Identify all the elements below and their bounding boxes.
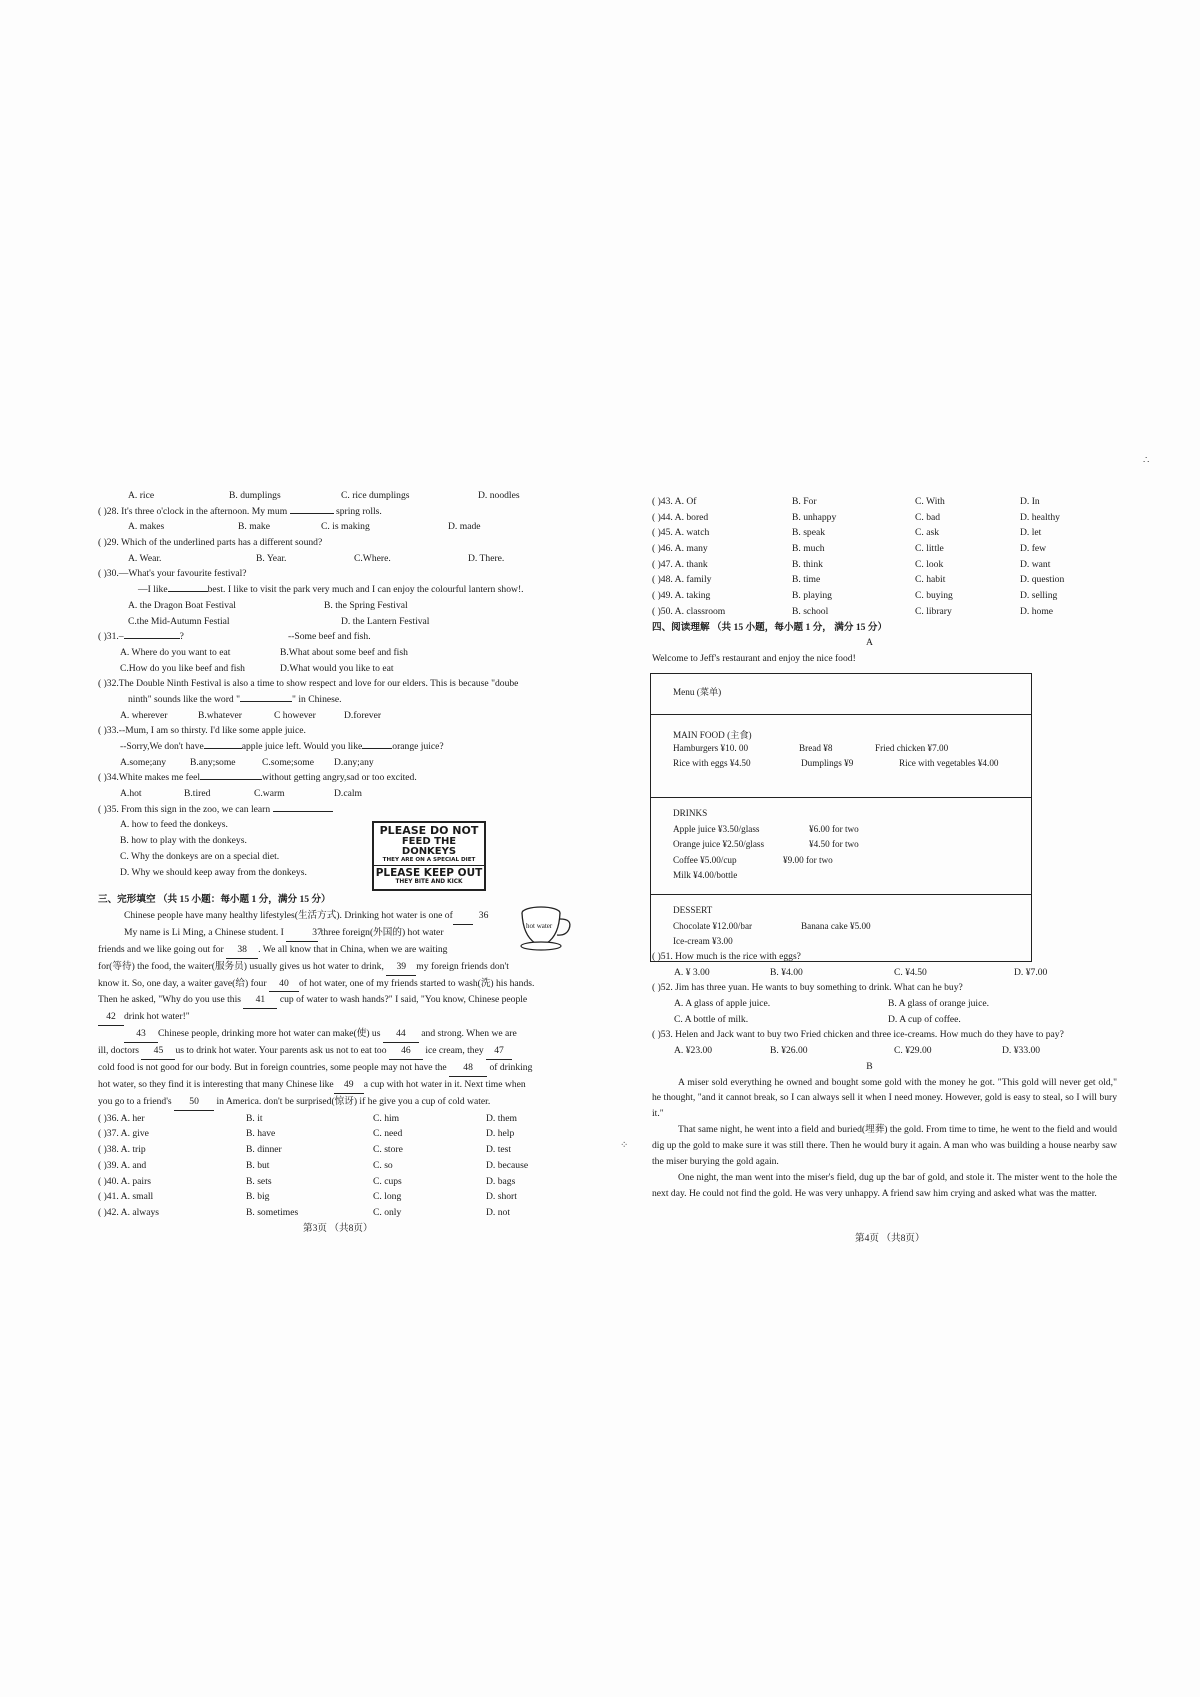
- cloze-options-43-50: [652, 494, 1117, 620]
- q34-text: ( )34.White makes me feel: [98, 772, 201, 784]
- cloze-option-row: [98, 1126, 578, 1142]
- cloze-question-option-a: ( )37. A. give: [98, 1128, 149, 1140]
- q31-answer: --Some beef and fish.: [288, 631, 371, 643]
- scan-speck: ⁘: [620, 1140, 629, 1151]
- menu-item-coffee: Coffee ¥5.00/cup: [673, 854, 737, 865]
- q29-option-a: A. Wear.: [128, 552, 162, 564]
- q32-options: [98, 708, 578, 724]
- q33-line2a: --Sorry,We don't have: [120, 741, 204, 752]
- q28-rest: spring rolls.: [335, 505, 382, 517]
- q28-option-c: C. is making: [321, 521, 370, 533]
- q30-line2: [98, 582, 578, 598]
- sign-line-5: THEY BITE AND KICK: [395, 879, 463, 886]
- blank-39: 39: [386, 959, 416, 976]
- q33-blank2: [362, 748, 392, 749]
- cloze-options-36-42: [98, 1111, 578, 1221]
- cloze-option-b: B. sets: [246, 1175, 272, 1187]
- right-page-footer: 第4页 （共8页）: [855, 1233, 925, 1244]
- passage-b-para-3: One night, the man went into the miser's field, dug up the bar of gold, and stole it. The mister went to the hole the next day. He could not find the gold. He was very unhappy. A friend saw him crying and asked what was the matter.: [652, 1171, 1117, 1199]
- cloze-option-c: C. long: [373, 1191, 402, 1203]
- cloze-option-row: [98, 1158, 578, 1174]
- cloze-text-3: three foreign(外国的) hot water: [320, 926, 444, 938]
- sign-line-3: THEY ARE ON A SPECIAL DIET: [374, 858, 484, 867]
- menu-item-coffee-two: ¥9.00 for two: [783, 854, 833, 865]
- left-page-footer: 第3页 （共8页）: [303, 1223, 373, 1234]
- cloze-line-10: [98, 1060, 578, 1077]
- cloze-line-1: [98, 908, 493, 925]
- passage-b-para-1: A miser sold everything he owned and bought some gold with the money he got. "This gold will never get old," he thought, "and it cannot break, so I can always sell it when I need money. However, gold is easy to steal, so I will bury it.": [652, 1076, 1117, 1120]
- cloze-line-7: [98, 1009, 578, 1026]
- cloze-question-option-a: ( )46. A. many: [652, 543, 708, 555]
- q29-option-c: C.Where.: [354, 552, 391, 564]
- cloze-option-d: D. let: [1020, 527, 1042, 539]
- cloze-option-c: C. so: [373, 1159, 393, 1171]
- q32-option-a: A. wherever: [120, 709, 168, 721]
- q35-option-b: B. how to play with the donkeys.: [120, 835, 247, 847]
- cloze-text-6: for(等待) the food, the waiter(服务员) usually gives us hot water to drink,: [98, 960, 384, 972]
- q31-blank: [124, 638, 180, 639]
- menu-item-bread: Bread ¥8: [799, 742, 833, 753]
- q33-stem: [98, 723, 578, 739]
- blank-38: 38: [226, 942, 258, 959]
- cloze-option-b: B. speak: [792, 527, 826, 539]
- part-b-label: B: [866, 1060, 873, 1072]
- right-page: [652, 494, 1117, 667]
- cloze-option-d: D. bags: [486, 1175, 516, 1187]
- cloze-line-11: [98, 1077, 578, 1094]
- cloze-option-b: B. much: [792, 543, 825, 555]
- menu-item-chocolate: Chocolate ¥12.00/bar: [673, 920, 753, 931]
- passage-b-para-2: That same night, he went into a field and buried(埋葬) the gold. From time to time, he went to the field and would dig up the gold to make sure it was still there. Then he would bury it again. A man who was building a house nearby saw the miser burying the gold again.: [652, 1124, 1117, 1168]
- cloze-option-c: C. look: [915, 558, 944, 570]
- q33-options: [98, 755, 578, 771]
- q29-options: [98, 551, 578, 567]
- cloze-line-3: [98, 942, 493, 959]
- cloze-option-d: D. because: [486, 1159, 529, 1171]
- q34-options: [98, 786, 578, 802]
- cloze-text-19: of drinking: [489, 1062, 533, 1074]
- q35-stem: [98, 802, 578, 818]
- q52-stem: ( )52. Jim has three yuan. He wants to buy something to drink. What can he buy?: [652, 982, 963, 994]
- menu-item-dumplings: Dumplings ¥9: [801, 758, 854, 768]
- q27-options: [98, 488, 578, 504]
- q28-text: ( )28. It's three o'clock in the afternoon. My mum: [98, 505, 288, 517]
- menu-item-apple-juice: Apple juice ¥3.50/glass: [673, 823, 760, 834]
- q53-stem: ( )53. Helen and Jack want to buy two Fried chicken and three ice-creams. How much do they have to pay?: [652, 1029, 1064, 1041]
- blank-42: 42: [98, 1009, 124, 1026]
- cloze-option-d: D. In: [1020, 496, 1040, 507]
- q30-line2a: —I like: [138, 584, 168, 596]
- cloze-question-option-a: ( )50. A. classroom: [652, 605, 726, 617]
- cloze-question-option-a: ( )45. A. watch: [652, 527, 710, 539]
- cloze-option-d: D. short: [486, 1191, 517, 1203]
- q32-option-c: C however: [274, 709, 316, 721]
- main-food-row-1: [673, 743, 1009, 759]
- cloze-option-row: [98, 1205, 578, 1221]
- q53-option-c: C. ¥29.00: [894, 1045, 932, 1057]
- menu-item-fried-chicken: Fried chicken ¥7.00: [875, 742, 949, 753]
- q28-option-a: A. makes: [128, 521, 165, 533]
- sign-line-1: PLEASE DO NOT: [379, 824, 479, 837]
- sign-line-2: FEED THE DONKEYS: [401, 835, 457, 858]
- blank-48: 48: [449, 1060, 487, 1077]
- cloze-question-option-a: ( )41. A. small: [98, 1191, 154, 1203]
- main-food-title: MAIN FOOD (主食): [673, 730, 752, 740]
- sign-line-4: PLEASE KEEP OUT: [375, 867, 483, 880]
- cloze-line-4: [98, 959, 578, 976]
- cloze-option-row: [652, 588, 1117, 604]
- q31-qmark: ?: [179, 631, 184, 643]
- q29-stem: [98, 535, 578, 551]
- q28-blank: [290, 513, 334, 514]
- q27-option-d: D. noodles: [478, 490, 520, 501]
- q30-options-row2: [98, 614, 578, 630]
- cloze-option-b: B. big: [246, 1191, 270, 1203]
- blank-41: 41: [243, 992, 277, 1009]
- cloze-option-row: [652, 572, 1117, 588]
- q34-rest: without getting angry,sad or too excited.: [262, 772, 417, 784]
- cloze-option-row: [652, 557, 1117, 573]
- menu-item-rice-eggs: Rice with eggs ¥4.50: [673, 758, 751, 768]
- cloze-line-2: [98, 925, 493, 942]
- q51-option-c: C. ¥4.50: [894, 966, 927, 978]
- cloze-option-d: D. home: [1020, 605, 1054, 617]
- q32-stem: [98, 676, 578, 692]
- blank-43: 43: [124, 1026, 158, 1043]
- drinks-row-1: [673, 824, 1009, 840]
- q33-blank1: [204, 748, 242, 749]
- cloze-option-c: C. little: [915, 543, 944, 555]
- cloze-option-d: D. test: [486, 1144, 512, 1156]
- menu-item-hamburgers: Hamburgers ¥10. 00: [673, 742, 749, 753]
- q27-option-a: A. rice: [128, 490, 155, 501]
- cloze-option-d: D. want: [1020, 558, 1051, 570]
- q33-line2b: apple juice left. Would you like: [241, 741, 363, 752]
- cloze-option-c: C. habit: [915, 574, 946, 586]
- q34-blank: [200, 779, 262, 780]
- menu-title-section: [651, 674, 1031, 714]
- left-page: [98, 488, 578, 1221]
- cloze-option-c: C. library: [915, 605, 952, 617]
- main-food-row-2: [673, 758, 1009, 774]
- q29-text: ( )29. Which of the underlined parts has a different sound?: [98, 537, 323, 549]
- blank-44: 44: [383, 1026, 419, 1043]
- cloze-question-option-a: ( )43. A. Of: [652, 496, 697, 507]
- q33-text: ( )33.--Mum, I am so thirsty. I'd like some apple juice.: [98, 725, 306, 737]
- menu-item-ice-cream: Ice-cream ¥3.00: [673, 936, 733, 946]
- q53-option-a: A. ¥23.00: [674, 1045, 713, 1057]
- cloze-text-16: us to drink hot water. Your parents ask us not to eat too: [175, 1045, 387, 1057]
- cloze-option-row: [98, 1142, 578, 1158]
- cloze-question-option-a: ( )38. A. trip: [98, 1144, 146, 1156]
- menu-item-orange-juice: Orange juice ¥2.50/glass: [673, 839, 765, 849]
- right-page-lower: [652, 949, 1117, 1202]
- q32-line2: [98, 692, 578, 708]
- cloze-option-c: C. him: [373, 1112, 400, 1124]
- q34-option-d: D.calm: [334, 788, 362, 800]
- q30-line2b: best. I like to visit the park very much and I can enjoy the colourful lantern show!.: [207, 584, 524, 596]
- welcome-line: Welcome to Jeff's restaurant and enjoy the nice food!: [652, 652, 856, 664]
- q51-option-d: D. ¥7.00: [1014, 966, 1048, 978]
- q53-option-b: B. ¥26.00: [770, 1045, 808, 1057]
- cloze-option-d: D. question: [1020, 574, 1065, 586]
- q31-option-c: C.How do you like beef and fish: [120, 662, 245, 674]
- q51-stem: ( )51. How much is the rice with eggs?: [652, 951, 801, 962]
- cloze-option-b: B. but: [246, 1159, 270, 1171]
- cloze-section-title: 三、完形填空 （共 15 小题：每小题 1 分，满分 15 分）: [98, 894, 331, 906]
- cloze-option-c: C. cups: [373, 1175, 402, 1187]
- q30-options-row1: [98, 598, 578, 614]
- cloze-text-9: of hot water, one of my friends started to wash(洗) his hands.: [298, 977, 535, 989]
- q52-options-row2: [652, 1012, 1117, 1028]
- menu-item-rice-vegetables: Rice with vegetables ¥4.00: [899, 758, 999, 768]
- cloze-text-23: in America. don't be surprised(惊讶) if he give you a cup of cold water.: [216, 1095, 491, 1107]
- cloze-line-6: [98, 992, 578, 1009]
- cloze-text-2: My name is Li Ming, a Chinese student. I: [124, 926, 284, 938]
- q33-option-c: C.some;some: [262, 756, 314, 768]
- q35-option-d: D. Why we should keep away from the donkeys.: [120, 866, 307, 878]
- q34-option-c: C.warm: [254, 788, 285, 800]
- q34-stem: [98, 770, 578, 786]
- reading-section-title: 四、阅读理解 （共 15 小题，每小题 1 分， 满分 15 分）: [652, 621, 888, 633]
- q32-option-d: D.forever: [344, 709, 382, 721]
- blank-36: 36: [453, 908, 473, 925]
- cloze-option-row: [652, 525, 1117, 541]
- q30-option-d: D. the Lantern Festival: [341, 615, 430, 627]
- cloze-option-row: [98, 1111, 578, 1127]
- scan-speck: ∴: [1143, 455, 1150, 466]
- q33-option-d: D.any;any: [334, 756, 374, 768]
- q29-option-d: D. There.: [468, 552, 505, 564]
- menu-item-milk: Milk ¥4.00/bottle: [673, 870, 738, 880]
- q35-text: ( )35. From this sign in the zoo, we can learn: [98, 803, 271, 815]
- cloze-option-row: [98, 1174, 578, 1190]
- cloze-option-d: D. selling: [1020, 590, 1058, 602]
- q52-options-row1: [652, 996, 1117, 1012]
- cloze-text-18: cold food is not good for our body. But in foreign countries, some people may not have the: [98, 1062, 447, 1074]
- restaurant-menu: [650, 673, 1032, 962]
- cloze-option-d: D. healthy: [1020, 511, 1060, 523]
- cloze-option-row: [652, 494, 1117, 510]
- cloze-option-c: C. buying: [915, 590, 953, 602]
- q32-text: ( )32.The Double Ninth Festival is also a time to show respect and love for our elders. This is because "doube: [98, 678, 519, 690]
- cloze-text-4: friends and we like going out for: [98, 943, 224, 955]
- cloze-option-b: B. playing: [792, 590, 832, 602]
- cloze-question-option-a: ( )42. A. always: [98, 1206, 160, 1218]
- q31-options-row1: [98, 645, 578, 661]
- cloze-option-row: [98, 1189, 578, 1205]
- q28-option-d: D. made: [448, 521, 481, 533]
- q31-text: ( )31.–: [98, 631, 124, 643]
- blank-50: 50: [174, 1094, 214, 1111]
- q32-option-b: B.whatever: [198, 709, 242, 721]
- cloze-option-d: D. few: [1020, 543, 1047, 555]
- cloze-option-b: B. dinner: [246, 1144, 282, 1156]
- q35-option-a: A. how to feed the donkeys.: [120, 819, 228, 831]
- cloze-option-b: B. have: [246, 1128, 276, 1140]
- q28-options: [98, 519, 578, 535]
- spacer: [98, 880, 578, 892]
- cloze-text-14: and strong. When we are: [421, 1028, 517, 1040]
- q32-line2a: ninth" sounds like the word ": [128, 693, 241, 705]
- cloze-question-option-a: ( )39. A. and: [98, 1159, 147, 1171]
- cloze-question-option-a: ( )44. A. bored: [652, 511, 709, 523]
- drinks-title: DRINKS: [673, 808, 708, 818]
- q31-options-row2: [98, 661, 578, 677]
- q53-options: [652, 1043, 1117, 1059]
- q35-option-c: C. Why the donkeys are on a special diet.: [120, 850, 280, 862]
- cloze-line-5: [98, 976, 578, 993]
- cloze-text-5: . We all know that in China, when we are waiting: [258, 943, 448, 955]
- q35-blank: [273, 811, 333, 812]
- cloze-question-option-a: ( )36. A. her: [98, 1112, 145, 1124]
- cloze-option-d: D. help: [486, 1128, 515, 1140]
- q29-option-b: B. Year.: [256, 552, 287, 564]
- drinks-row-3: [673, 855, 1009, 871]
- menu-item-orange-juice-two: ¥4.50 for two: [809, 839, 859, 849]
- q33-line2: [98, 739, 578, 755]
- q27-option-c: C. rice dumplings: [341, 490, 410, 501]
- cloze-text-20: hot water, so they find it is interesting that many Chinese like: [98, 1078, 334, 1090]
- cloze-question-option-a: ( )48. A. family: [652, 574, 712, 586]
- cloze-option-c: C. With: [915, 496, 945, 507]
- menu-item-banana-cake: Banana cake ¥5.00: [801, 920, 871, 931]
- dessert-row-1: [673, 921, 1009, 937]
- q33-option-a: A.some;any: [120, 756, 167, 768]
- q53-option-d: D. ¥33.00: [1002, 1045, 1041, 1057]
- cloze-option-d: D. them: [486, 1112, 517, 1124]
- cloze-line-9: [98, 1043, 578, 1060]
- cloze-option-b: B. For: [792, 496, 817, 507]
- cloze-text-11: cup of water to wash hands?" I said, "You know, Chinese people: [279, 994, 528, 1006]
- blank-37: 37: [286, 925, 318, 942]
- cloze-option-c: C. only: [373, 1206, 402, 1218]
- menu-item-apple-juice-two: ¥6.00 for two: [809, 823, 859, 834]
- q32-blank: [240, 701, 292, 702]
- cloze-text-12: drink hot water!": [124, 1011, 190, 1023]
- cloze-question-option-a: ( )49. A. taking: [652, 590, 711, 602]
- hot-water-cup-icon: [517, 905, 577, 953]
- cloze-option-b: B. think: [792, 558, 823, 570]
- cloze-text-10: Then he asked, "Why do you use this: [98, 994, 241, 1006]
- cloze-option-b: B. it: [246, 1112, 263, 1124]
- q34-option-b: B.tired: [184, 788, 211, 800]
- cloze-option-row: [652, 604, 1117, 620]
- q30-option-a: A. the Dragon Boat Festival: [128, 599, 236, 611]
- drinks-row-2: [673, 839, 1009, 855]
- cloze-text-1: Chinese people have many healthy lifestyles(生活方式). Drinking hot water is one of: [124, 909, 453, 921]
- q30-text: ( )30.—What's your favourite festival?: [98, 568, 247, 580]
- cloze-option-row: [652, 541, 1117, 557]
- donkey-sign: [372, 821, 486, 891]
- q30-option-c: C.the Mid-Autumn Festial: [128, 615, 230, 627]
- cloze-option-c: C. bad: [915, 511, 941, 523]
- cloze-option-b: B. time: [792, 574, 821, 586]
- cloze-text-17: ice cream, they: [425, 1045, 484, 1057]
- q52-option-c: C. A bottle of milk.: [674, 1013, 749, 1025]
- cloze-text-7: my foreign friends don't: [416, 960, 509, 972]
- cup-label: hot water: [526, 922, 553, 930]
- cloze-option-row: [652, 510, 1117, 526]
- cloze-line-12: [98, 1094, 578, 1111]
- q51-option-b: B. ¥4.00: [770, 966, 803, 978]
- q52-option-a: A. A glass of apple juice.: [674, 998, 771, 1010]
- q30-stem: [98, 566, 578, 582]
- cloze-option-c: C. store: [373, 1144, 403, 1156]
- cloze-option-b: B. school: [792, 605, 829, 617]
- q33-option-b: B.any;some: [190, 756, 236, 768]
- q28-option-b: B. make: [238, 521, 270, 533]
- cloze-option-d: D. not: [486, 1206, 510, 1218]
- blank-46: 46: [389, 1043, 423, 1060]
- q51-option-a: A. ¥ 3.00: [674, 966, 710, 978]
- cloze-option-b: B. unhappy: [792, 511, 837, 523]
- q32-line2b: " in Chinese.: [292, 693, 342, 705]
- q34-option-a: A.hot: [120, 788, 142, 800]
- q52-option-b: B. A glass of orange juice.: [888, 998, 989, 1010]
- cloze-text-21: a cup with hot water in it. Next time when: [363, 1078, 526, 1090]
- q52-option-d: D. A cup of coffee.: [888, 1013, 961, 1025]
- cloze-option-c: C. ask: [915, 527, 939, 539]
- q30-option-b: B. the Spring Festival: [324, 599, 408, 611]
- q31-stem: [98, 629, 578, 645]
- q31-option-a: A. Where do you want to eat: [120, 646, 231, 658]
- menu-title: Menu (菜单): [673, 687, 722, 697]
- cloze-text-13: Chinese people, drinking more hot water can make(使) us: [158, 1028, 381, 1040]
- cloze-text-22: you go to a friend's: [98, 1095, 172, 1107]
- q31-option-b: B.What about some beef and fish: [280, 646, 408, 658]
- cloze-text-15: ill, doctors: [98, 1045, 140, 1057]
- blank-49: 49: [334, 1077, 364, 1094]
- blank-40: 40: [269, 976, 299, 993]
- blank-45: 45: [141, 1043, 175, 1060]
- cloze-option-c: C. need: [373, 1128, 403, 1140]
- cloze-line-8: [98, 1026, 578, 1043]
- q31-option-d: D.What would you like to eat: [280, 662, 394, 674]
- q27-option-b: B. dumplings: [229, 490, 281, 501]
- part-a-label: A: [866, 637, 873, 649]
- menu-main-food: [651, 714, 1031, 797]
- cloze-question-option-a: ( )40. A. pairs: [98, 1175, 152, 1187]
- menu-drinks: [651, 797, 1031, 894]
- dessert-title: DESSERT: [673, 905, 713, 915]
- blank-47: 47: [486, 1043, 512, 1060]
- q28-stem: [98, 504, 578, 520]
- cloze-text-8: know it. So, one day, a waiter gave(给) four: [98, 977, 267, 989]
- cloze-question-option-a: ( )47. A. thank: [652, 558, 708, 570]
- q30-blank: [168, 591, 208, 592]
- q51-options: [652, 965, 1117, 981]
- cloze-option-b: B. sometimes: [246, 1206, 299, 1218]
- q33-line2c: orange juice?: [392, 741, 444, 752]
